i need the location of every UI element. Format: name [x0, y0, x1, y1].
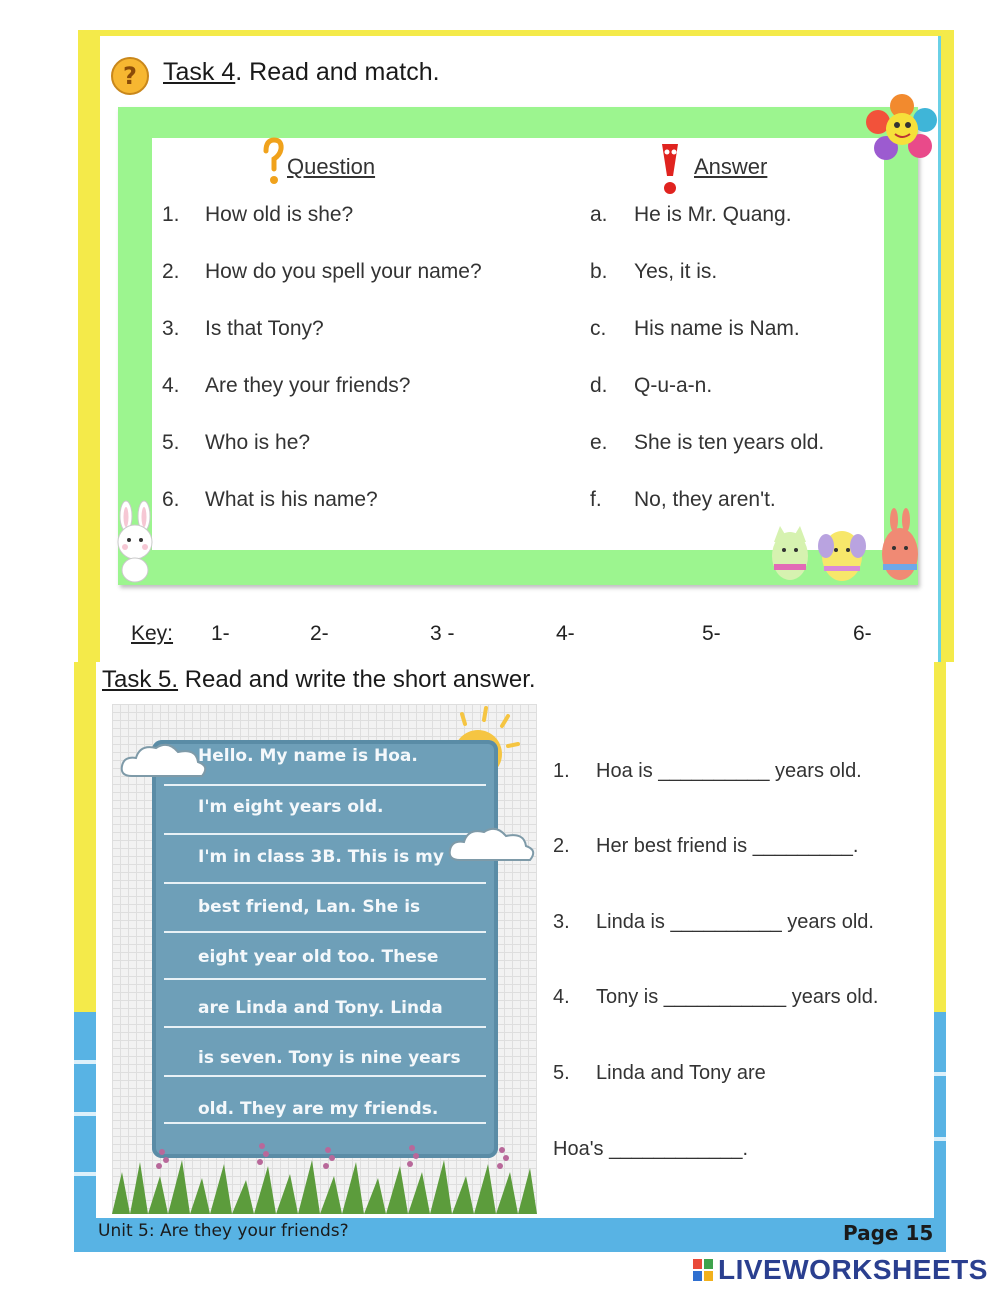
sa-number: 5.: [553, 1062, 570, 1084]
question-text: Is that Tony?: [205, 317, 324, 340]
question-number: 1.: [162, 203, 180, 226]
brand-wordmark: LIVEWORKSHEETS: [718, 1254, 988, 1285]
story-line: old. They are my friends.: [198, 1099, 439, 1119]
question-number: 3.: [162, 317, 180, 340]
exclamation-character-icon: [652, 140, 688, 198]
cloud-icon: [446, 824, 538, 868]
answer-letter: f.: [590, 488, 602, 511]
key-item[interactable]: 6-: [853, 622, 872, 645]
easter-eggs-icon: [770, 506, 920, 584]
story-line: I'm eight years old.: [198, 797, 384, 817]
answer-header: Answer: [694, 154, 768, 179]
task4-title: Task 4. Read and match.: [163, 58, 440, 86]
sa-number: 3.: [553, 911, 570, 933]
question-mark-icon: ?: [111, 57, 149, 95]
question-number: 4.: [162, 374, 180, 397]
question-number: 2.: [162, 260, 180, 283]
question-text: How do you spell your name?: [205, 260, 482, 283]
unit-footer: Unit 5: Are they your friends?: [98, 1221, 349, 1241]
bunny-icon: [106, 500, 164, 584]
sa-number: 4.: [553, 986, 570, 1008]
grass-icon: [112, 1142, 537, 1214]
sa-number: 1.: [553, 760, 570, 782]
key-item[interactable]: 2-: [310, 622, 329, 645]
key-item[interactable]: 5-: [702, 622, 721, 645]
answer-text: Q-u-a-n.: [634, 374, 713, 397]
question-text: Who is he?: [205, 431, 311, 454]
story-line: best friend, Lan. She is: [198, 897, 421, 917]
question-header: Question: [287, 154, 376, 179]
story-line: are Linda and Tony. Linda: [198, 998, 443, 1018]
sa-question[interactable]: Tony is ___________ years old.: [596, 986, 879, 1008]
question-number: 5.: [162, 431, 180, 454]
key-item[interactable]: 4-: [556, 622, 575, 645]
sa-continuation[interactable]: Hoa's ____________.: [553, 1138, 749, 1160]
key-item[interactable]: 3 -: [430, 622, 455, 645]
question-character-icon: [262, 137, 284, 187]
answer-letter: c.: [590, 317, 607, 340]
story-line: Hello. My name is Hoa.: [198, 746, 418, 766]
story-line: eight year old too. These: [198, 947, 439, 967]
sa-question: Linda and Tony are: [596, 1062, 766, 1084]
key-label: Key:: [131, 622, 174, 645]
key-item[interactable]: 1-: [211, 622, 230, 645]
answer-letter: a.: [590, 203, 608, 226]
story-line: I'm in class 3B. This is my: [198, 847, 444, 867]
answer-text: His name is Nam.: [634, 317, 800, 340]
page-number: Page 15: [843, 1221, 934, 1245]
answer-text: She is ten years old.: [634, 431, 825, 454]
answer-text: He is Mr. Quang.: [634, 203, 792, 226]
question-text: What is his name?: [205, 488, 378, 511]
answer-text: Yes, it is.: [634, 260, 718, 283]
flower-icon: [864, 92, 940, 166]
question-number: 6.: [162, 488, 180, 511]
sa-number: 2.: [553, 835, 570, 857]
cloud-icon: [118, 740, 210, 784]
story-line: is seven. Tony is nine years: [198, 1048, 461, 1068]
question-text: Are they your friends?: [205, 374, 411, 397]
liveworksheets-logo-icon: [693, 1259, 713, 1281]
sa-question[interactable]: Her best friend is _________.: [596, 835, 859, 857]
answer-letter: e.: [590, 431, 608, 454]
question-text: How old is she?: [205, 203, 354, 226]
sa-question[interactable]: Linda is __________ years old.: [596, 911, 874, 933]
answer-letter: b.: [590, 260, 608, 283]
sa-question[interactable]: Hoa is __________ years old.: [596, 760, 862, 782]
task5-title: Task 5. Read and write the short answer.: [102, 666, 536, 693]
answer-letter: d.: [590, 374, 608, 397]
answer-text: No, they aren't.: [634, 488, 776, 511]
